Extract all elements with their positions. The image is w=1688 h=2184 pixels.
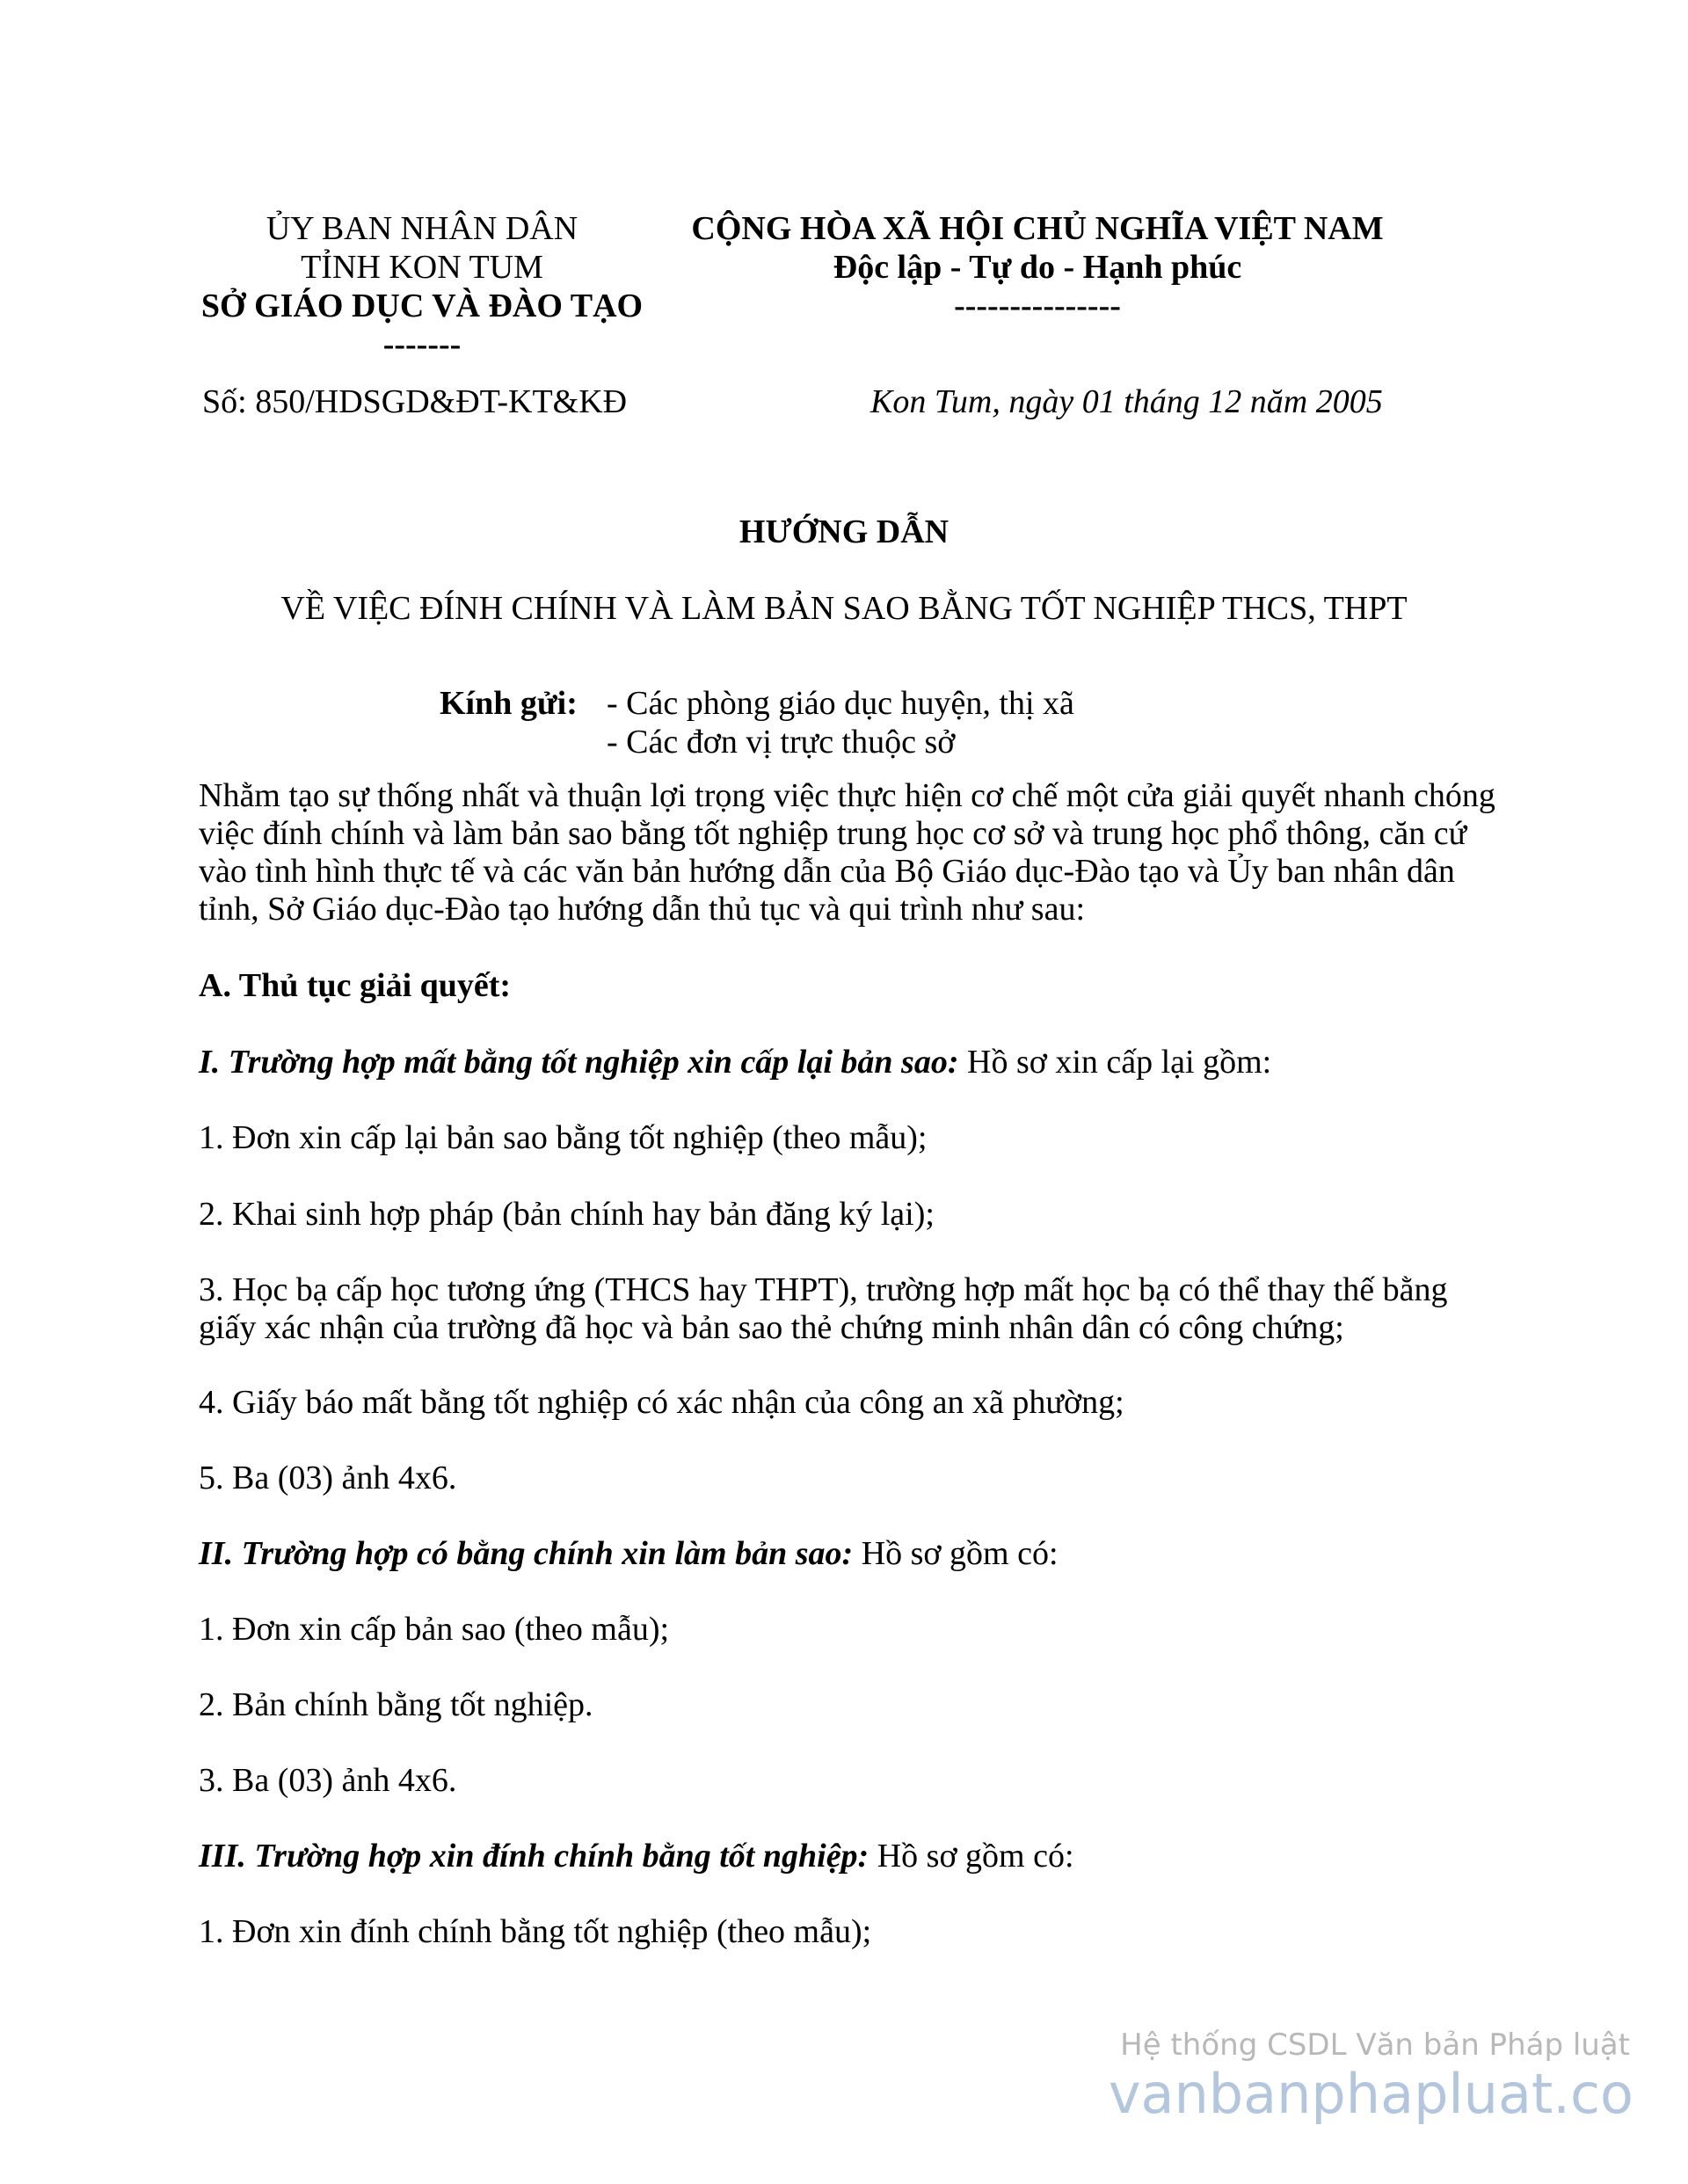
section-2-item: 3. Ba (03) ảnh 4x6. xyxy=(199,1762,457,1799)
watermark-caption: Hệ thống CSDL Văn bản Pháp luật xyxy=(1120,2027,1630,2063)
agency-line-1: ỦY BAN NHÂN DÂN xyxy=(266,210,578,247)
document-number: Số: 850/HDSGD&ĐT-KT&KĐ xyxy=(202,383,628,420)
document-date: Kon Tum, ngày 01 tháng 12 năm 2005 xyxy=(870,383,1383,420)
section-1-item: 1. Đơn xin cấp lại bản sao bằng tốt nghiệp (theo mẫu); xyxy=(199,1119,928,1156)
recipients-list xyxy=(607,684,1074,761)
intro-line: việc đính chính và làm bản sao bằng tốt nghiệp trung học cơ sở và trung học phổ thông, căn cứ xyxy=(199,815,1467,852)
recipient-item: - Các đơn vị trực thuộc sở xyxy=(607,724,956,761)
intro-line: Nhằm tạo sự thống nhất và thuận lợi trọng việc thực hiện cơ chế một cửa giải quyết nhanh chóng xyxy=(199,777,1495,814)
section-1-title: I. Trường hợp mất bằng tốt nghiệp xin cấp lại bản sao: xyxy=(199,1044,959,1081)
section-2-item: 1. Đơn xin cấp bản sao (theo mẫu); xyxy=(199,1611,670,1648)
section-3-heading xyxy=(199,1838,1496,1875)
section-1-item: 4. Giấy báo mất bằng tốt nghiệp có xác nhận của công an xã phường; xyxy=(199,1384,1124,1421)
section-3-tail: Hồ sơ gồm có: xyxy=(869,1838,1074,1875)
section-1-tail: Hồ sơ xin cấp lại gồm: xyxy=(958,1044,1272,1081)
section-3-title: III. Trường hợp xin đính chính bằng tốt nghiệp: xyxy=(199,1838,869,1875)
section-1-item-line: giấy xác nhận của trường đã học và bản sao thẻ chứng minh nhân dân có công chứng; xyxy=(199,1309,1344,1346)
section-2-item: 2. Bản chính bằng tốt nghiệp. xyxy=(199,1686,593,1723)
agency-line-2: TỈNH KON TUM xyxy=(301,249,543,286)
agency-divider: ------- xyxy=(382,326,462,363)
intro-line: vào tình hình thực tế và các văn bản hướng dẫn của Bộ Giáo dục-Đào tạo và Ủy ban nhân dân xyxy=(199,853,1455,890)
national-motto-block xyxy=(677,209,1398,325)
issuing-agency-block xyxy=(176,209,668,364)
section-1-heading xyxy=(199,1044,1496,1081)
intro-line: tỉnh, Sở Giáo dục-Đào tạo hướng dẫn thủ tục và qui trình như sau: xyxy=(199,891,1086,928)
section-2-title: II. Trường hợp có bằng chính xin làm bản sao: xyxy=(199,1535,854,1572)
intro-paragraph xyxy=(199,777,1496,928)
section-2-heading xyxy=(199,1535,1496,1573)
section-1-item-line: 3. Học bạ cấp học tương ứng (THCS hay THPT), trường hợp mất học bạ có thể thay thế bằng xyxy=(199,1271,1448,1308)
section-2-tail: Hồ sơ gồm có: xyxy=(853,1535,1059,1572)
section-3-item: 1. Đơn xin đính chính bằng tốt nghiệp (theo mẫu); xyxy=(199,1913,872,1950)
document-title: HƯỚNG DẪN xyxy=(738,513,950,550)
agency-line-3: SỞ GIÁO DỤC VÀ ĐÀO TẠO xyxy=(200,288,644,324)
section-1-item xyxy=(199,1271,1496,1347)
motto-divider: --------------- xyxy=(954,288,1121,324)
document-subtitle: VỀ VIỆC ĐÍNH CHÍNH VÀ LÀM BẢN SAO BẰNG TỐT NGHIỆP THCS, THPT xyxy=(280,590,1408,627)
country-name: CỘNG HÒA XÃ HỘI CHỦ NGHĨA VIỆT NAM xyxy=(691,210,1384,247)
section-1-item: 5. Ba (03) ảnh 4x6. xyxy=(199,1460,457,1496)
section-1-item: 2. Khai sinh hợp pháp (bản chính hay bản đăng ký lại); xyxy=(199,1196,935,1233)
motto: Độc lập - Tự do - Hạnh phúc xyxy=(833,249,1242,286)
section-a-heading: A. Thủ tục giải quyết: xyxy=(199,967,512,1004)
recipients-label: Kính gửi: xyxy=(440,685,578,722)
watermark-site: vanbanphapluat.co xyxy=(1108,2062,1633,2126)
recipient-item: - Các phòng giáo dục huyện, thị xã xyxy=(607,685,1074,722)
